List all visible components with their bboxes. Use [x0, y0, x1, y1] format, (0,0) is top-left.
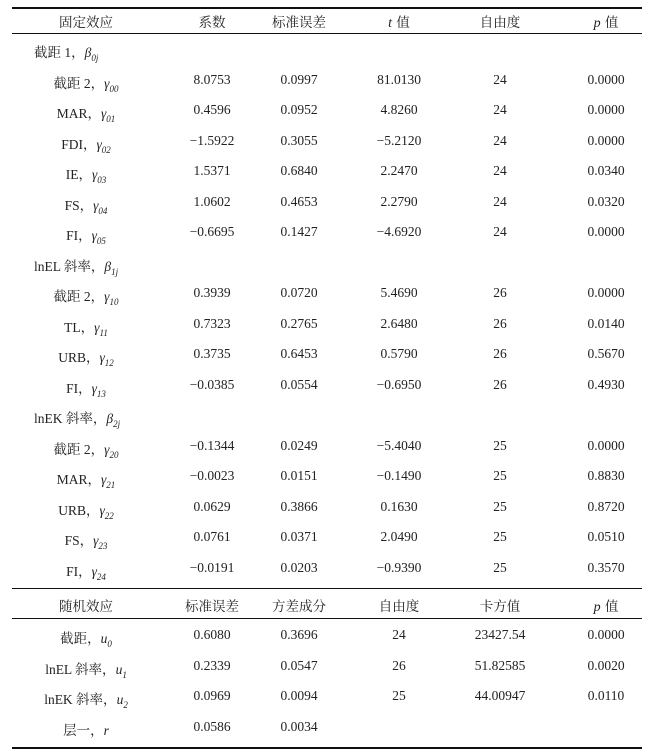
fixed-value-cell: 0.0629: [193, 498, 231, 514]
fixed-section-label: [34, 255, 118, 275]
fixed-value-cell: 4.8260: [380, 102, 418, 117]
row-label-subscript: 24: [96, 571, 106, 582]
fixed-value-cell: 24: [493, 193, 507, 209]
random-top-rule: [12, 588, 642, 589]
row-label-subscript: 03: [97, 175, 107, 185]
row-label-text: FDI，: [61, 136, 97, 152]
fixed-value-cell: −0.9390: [376, 559, 422, 575]
fixed-value-cell: 0.2765: [280, 315, 318, 331]
fixed-value-cell: 0.0997: [280, 71, 318, 87]
fixed-value-cell: 0.3735: [193, 346, 231, 361]
random-value-cell: 0.0969: [193, 688, 231, 703]
fixed-value-cell: 0.0000: [587, 224, 625, 239]
fixed-value-cell: 0.6840: [280, 163, 318, 178]
row-label-text: lnEK 斜率，: [44, 692, 117, 707]
row-label-subscript: 0: [107, 639, 112, 649]
fixed-value-cell: −0.1490: [376, 468, 422, 483]
fixed-value-cell: 0.0761: [193, 529, 231, 544]
fixed-row-label: [31, 163, 141, 183]
fixed-value-cell: 0.7323: [193, 315, 231, 331]
row-label-symbol: r: [103, 722, 109, 738]
fixed-value-cell: 0.3570: [587, 559, 625, 575]
fixed-value-cell: −0.6950: [376, 376, 422, 392]
fixed-row-label: [31, 316, 141, 336]
fixed-value-cell: 1.5371: [193, 163, 231, 178]
fixed-value-cell: 0.4653: [280, 193, 318, 209]
row-label-symbol: $\gamma_{02}$: [96, 136, 111, 155]
row-label-symbol: $\gamma_{01}$: [100, 106, 116, 124]
random-value-cell: 25: [392, 688, 406, 703]
fixed-value-cell: 25: [493, 468, 507, 483]
fixed-row-label: [31, 224, 141, 244]
fixed-value-cell: 0.4930: [587, 376, 625, 392]
fixed-value-cell: 26: [493, 315, 507, 331]
fixed-value-cell: 0.0340: [587, 163, 625, 178]
fixed-header-cell: 标准误差: [272, 15, 326, 31]
random-value-cell: 0.0094: [280, 688, 318, 703]
row-label-symbol: $\gamma_{22}$: [99, 502, 114, 521]
fixed-value-cell: 1.0602: [193, 193, 231, 209]
random-value-cell: 0.0110: [587, 688, 625, 703]
fixed-value-cell: 2.0490: [380, 529, 418, 544]
row-label-subscript: 11: [99, 327, 108, 338]
row-label-subscript: 1: [122, 669, 127, 680]
fixed-value-cell: −1.5922: [189, 132, 235, 148]
fixed-value-cell: 25: [493, 529, 507, 544]
fixed-value-cell: 26: [493, 346, 507, 361]
random-header-cell: 标准误差: [185, 599, 239, 615]
random-row-label: [31, 688, 141, 708]
fixed-value-cell: 0.5670: [587, 346, 625, 361]
fixed-value-cell: 0.1427: [280, 224, 318, 239]
fixed-value-cell: 0.4596: [193, 102, 231, 117]
fixed-header-cell: 自由度: [479, 15, 521, 31]
fixed-value-cell: 0.0000: [587, 102, 625, 117]
row-label-symbol: $u_0$: [100, 631, 112, 649]
fixed-value-cell: 0.0000: [587, 437, 625, 453]
row-label-text: URB，: [58, 502, 100, 518]
row-label-subscript: 10: [109, 297, 119, 307]
fixed-row-label: [31, 438, 141, 458]
fixed-value-cell: 2.2470: [380, 163, 418, 178]
row-label-text: 截距 2，: [53, 441, 105, 457]
row-label-subscript: 00: [109, 83, 119, 94]
fixed-header-cell: [344, 11, 454, 32]
fixed-value-cell: 0.3866: [280, 498, 318, 514]
row-label-symbol: $\gamma_{05}$: [91, 228, 106, 246]
row-label-subscript: 04: [98, 205, 108, 216]
row-label-text: 截距 2，: [53, 75, 105, 91]
random-value-cell: 24: [392, 627, 406, 642]
fixed-value-cell: 0.8720: [587, 498, 625, 514]
fixed-value-cell: 26: [493, 376, 507, 392]
random-value-cell: 0.0586: [193, 718, 231, 734]
fixed-value-cell: −4.6920: [376, 224, 422, 239]
row-label-subscript: 1j: [111, 266, 119, 277]
row-label-text: TL，: [64, 319, 95, 335]
bottom-rule: [12, 747, 642, 749]
row-label-subscript: 2: [123, 700, 128, 710]
header-text: 值: [392, 15, 410, 31]
fixed-value-cell: 24: [493, 163, 507, 178]
fixed-header-rule: [12, 33, 642, 34]
fixed-row-label: [31, 72, 141, 92]
random-value-cell: 0.0547: [280, 657, 318, 673]
fixed-value-cell: 0.3055: [280, 132, 318, 148]
fixed-value-cell: 0.0720: [280, 285, 318, 300]
row-label-text: lnEL 斜率，: [45, 661, 116, 677]
random-value-cell: 44.00947: [474, 688, 526, 703]
row-label-text: 层一，: [63, 722, 104, 738]
row-label-symbol: $u_2$: [116, 692, 128, 710]
random-value-cell: 0.3696: [280, 627, 318, 642]
row-label-subscript: 0j: [91, 53, 99, 63]
random-row-label: [31, 627, 141, 647]
row-label-symbol: $\beta_{0j}$: [84, 45, 99, 63]
random-value-cell: 0.6080: [193, 627, 231, 642]
random-header-cell: 随机效应: [59, 599, 113, 615]
fixed-row-label: [31, 468, 141, 488]
row-label-text: 截距，: [60, 631, 101, 646]
row-label-subscript: 02: [101, 144, 111, 155]
fixed-value-cell: 5.4690: [380, 285, 418, 300]
row-label-text: FS，: [64, 533, 94, 548]
row-label-subscript: 2j: [113, 419, 121, 429]
fixed-value-cell: 0.0000: [587, 285, 625, 300]
header-text: 值: [600, 15, 619, 31]
fixed-value-cell: 0.0000: [587, 132, 625, 148]
random-value-cell: 0.0000: [587, 627, 625, 642]
fixed-value-cell: 8.0753: [193, 71, 231, 87]
row-label-symbol: $\gamma_{23}$: [93, 533, 108, 551]
row-label-text: FS，: [64, 197, 94, 213]
row-label-symbol: $\beta_{2j}$: [106, 411, 121, 429]
row-label-symbol: $\gamma_{21}$: [100, 472, 116, 490]
fixed-value-cell: 0.0000: [587, 71, 625, 87]
fixed-value-cell: −5.2120: [376, 132, 422, 148]
fixed-value-cell: 0.0371: [280, 529, 318, 544]
row-label-symbol: $\gamma_{13}$: [91, 380, 106, 399]
row-label-text: FI，: [66, 228, 92, 243]
fixed-row-label: [31, 377, 141, 397]
fixed-value-cell: 0.0554: [280, 376, 318, 392]
fixed-value-cell: 0.0203: [280, 559, 318, 575]
fixed-value-cell: 81.0130: [377, 71, 421, 87]
fixed-value-cell: −0.1344: [189, 437, 235, 453]
row-label-symbol: $\gamma_{10}$: [104, 289, 119, 307]
random-value-cell: 0.0020: [587, 657, 625, 673]
header-symbol: p: [593, 600, 601, 615]
row-label-text: FI，: [66, 380, 92, 396]
fixed-value-cell: 25: [493, 498, 507, 514]
fixed-value-cell: 0.0151: [280, 468, 318, 483]
fixed-value-cell: 24: [493, 71, 507, 87]
row-label-subscript: 21: [106, 480, 116, 490]
fixed-value-cell: 0.5790: [380, 346, 418, 361]
fixed-value-cell: 0.1630: [380, 498, 418, 514]
random-value-cell: 26: [392, 657, 406, 673]
row-label-text: URB，: [58, 350, 100, 365]
fixed-row-label: [31, 285, 141, 305]
row-label-text: FI，: [66, 563, 92, 579]
random-value-cell: 0.0034: [280, 718, 318, 734]
fixed-value-cell: 24: [493, 132, 507, 148]
header-symbol: t: [388, 16, 393, 31]
row-label-text: 截距 1，: [34, 45, 85, 60]
row-label-subscript: 05: [96, 236, 106, 246]
fixed-header-cell: 系数: [198, 15, 226, 31]
fixed-value-cell: 24: [493, 224, 507, 239]
row-label-symbol: $\beta_{1j}$: [104, 258, 119, 277]
top-rule: [12, 7, 642, 9]
fixed-value-cell: −0.0191: [189, 559, 235, 575]
row-label-text: lnEL 斜率，: [34, 258, 105, 274]
fixed-value-cell: 26: [493, 285, 507, 300]
row-label-text: MAR，: [56, 472, 101, 487]
fixed-value-cell: −5.4040: [376, 437, 422, 453]
fixed-value-cell: 0.3939: [193, 285, 231, 300]
fixed-value-cell: 25: [493, 559, 507, 575]
fixed-value-cell: 0.0952: [280, 102, 318, 117]
row-label-text: MAR，: [56, 106, 101, 121]
row-label-symbol: $\gamma_{04}$: [93, 197, 108, 216]
row-label-subscript: 12: [104, 358, 114, 368]
row-label-symbol: $\gamma_{12}$: [99, 350, 114, 368]
fixed-value-cell: 2.6480: [380, 315, 418, 331]
row-label-symbol: $u_1$: [115, 661, 127, 680]
header-symbol: p: [593, 16, 601, 31]
fixed-row-label: [31, 194, 141, 214]
row-label-subscript: 23: [98, 541, 108, 551]
fixed-value-cell: 0.8830: [587, 468, 625, 483]
header-text: 值: [600, 599, 619, 615]
fixed-value-cell: −0.0023: [189, 468, 235, 483]
fixed-row-label: [31, 529, 141, 549]
fixed-value-cell: 0.0140: [587, 315, 625, 331]
random-value-cell: 51.82585: [474, 657, 526, 673]
fixed-value-cell: −0.0385: [189, 376, 235, 392]
row-label-symbol: $\gamma_{24}$: [91, 563, 106, 582]
fixed-value-cell: −0.6695: [189, 224, 235, 239]
fixed-value-cell: 0.0249: [280, 437, 318, 453]
row-label-text: lnEK 斜率，: [34, 411, 107, 426]
fixed-value-cell: 25: [493, 437, 507, 453]
fixed-value-cell: 0.0510: [587, 529, 625, 544]
random-header-cell: 方差成分: [272, 599, 326, 615]
random-header-cell: [551, 595, 654, 616]
fixed-value-cell: 0.0320: [587, 193, 625, 209]
row-label-symbol: $\gamma_{20}$: [104, 441, 119, 460]
row-label-subscript: 13: [96, 388, 106, 399]
random-value-cell: 0.2339: [193, 657, 231, 673]
fixed-row-label: [31, 346, 141, 366]
row-label-subscript: 20: [109, 449, 119, 460]
random-header-cell: 自由度: [378, 599, 420, 615]
fixed-header-cell: [551, 11, 654, 32]
fixed-row-label: [31, 499, 141, 519]
row-label-subscript: 01: [106, 114, 116, 124]
row-label-symbol: $\gamma_{03}$: [91, 167, 107, 185]
fixed-value-cell: 24: [493, 102, 507, 117]
row-label-symbol: $\gamma_{11}$: [94, 319, 108, 338]
fixed-row-label: [31, 560, 141, 580]
fixed-value-cell: 0.6453: [280, 346, 318, 361]
fixed-section-label: [34, 41, 98, 61]
random-row-label: [31, 658, 141, 678]
fixed-section-label: [34, 407, 120, 427]
fixed-row-label: [31, 133, 141, 153]
random-value-cell: 23427.54: [474, 627, 526, 642]
row-label-symbol: $\gamma_{00}$: [104, 75, 119, 94]
random-header-rule: [12, 618, 642, 619]
row-label-subscript: 22: [104, 510, 114, 521]
row-label-text: IE，: [65, 167, 92, 182]
random-header-cell: 卡方值: [479, 599, 521, 615]
random-row-label: [31, 719, 141, 739]
fixed-value-cell: 2.2790: [380, 193, 418, 209]
row-label-text: 截距 2，: [53, 289, 105, 304]
fixed-row-label: [31, 102, 141, 122]
fixed-header-cell: 固定效应: [59, 15, 113, 31]
